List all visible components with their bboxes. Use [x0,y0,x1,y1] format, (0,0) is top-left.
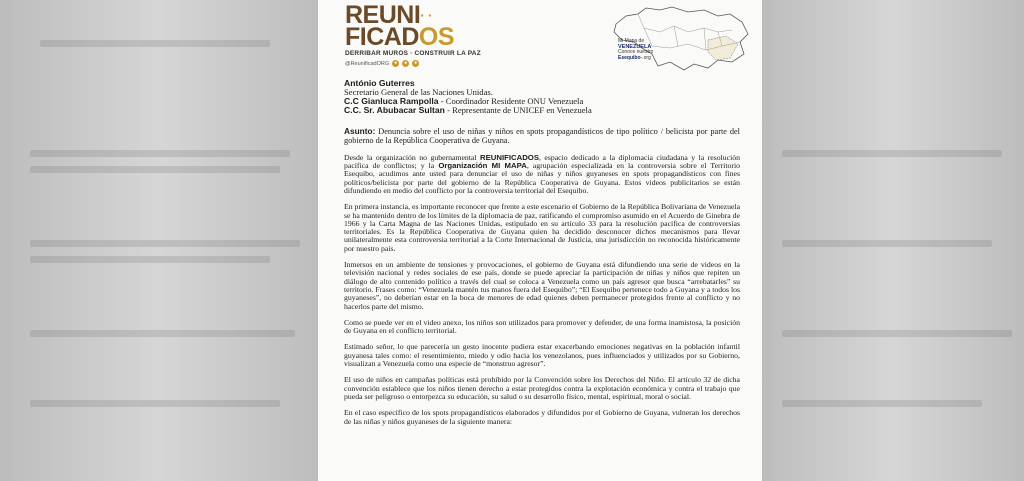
blurred-background-left [0,0,318,481]
recipient-title: Secretario General de las Naciones Unidas. [344,87,493,97]
cc-line-2: C.C. Sr. Abubacar Sultan - Representante de UNICEF en Venezuela [344,105,592,115]
logo-tagline: DERRIBAR MUROS · CONSTRUIR LA PAZ [345,50,481,57]
logo-line-2: FICADOS [345,23,455,51]
subject-line: Asunto: Denuncia sobre el uso de niñas y niños en spots propagandísticos de tipo político / belicista por parte del gobierno de la República Cooperativa de Guyana. [344,126,740,145]
facebook-icon: ● [414,60,418,66]
paragraph-3: Inmersos en un ambiente de tensiones y provocaciones, el gobierno de Guyana está difundiendo una serie de videos en la televisión nacional y redes sociales de ese país, donde se puede apreciar la participación de niñas y niños que repiten un diálogo de alto contenido político a través del cual se coloca a Venezuela como un país agresor que busca “arrebatarles” su territorio. Frases como: “Venezuela mantén tus manos fuera del Esequibo”; “El Esequibo pertenece todo a Guyana y a todos los guyaneses”, no deberían estar en la boca de menores de edad quienes deben permanecer protegidos frente al conflicto y no hacerlos parte del mismo. [344,260,740,311]
social-row [345,60,485,67]
blurred-background-right [762,0,1024,481]
social-handle: @ReunificadORG [345,60,390,67]
paragraph-5: Estimado señor, lo que parecería un gesto inocente pudiera estar exacerbando emociones negativas en la población infantil guyanesa tales como: el resentimiento, miedo y odio hacia los venezolanos, pues influenciados y utilizados por su Gobierno, visualizan a Venezuela como una especie de “monstruo agresor”. [344,342,740,369]
reunificados-logo [345,1,485,67]
paragraph-7: En el caso específico de los spots propagandísticos elaborados y difundidos por el Gobierno de Guyana, vulneran los derechos de las niñas y niños guyaneses de la siguiente manera: [344,408,740,426]
paragraph-1: Desde la organización no gubernamental REUNIFICADOS, espacio dedicado a la diplomacia ciudadana y la resolución pacífica de conflictos; y la Organización MI MAPA, agrupación especializada en la controversia sobre el Territorio Esequibo, acudimos ante usted para denunciar el uso de niñas y niños guyaneses en spots propagandísticos con fines políticos/belicista por parte del gobierno de la República Cooperativa de Guyana. Estos videos publicitarios se están difundiendo en medio del conflicto por la controversia territorial del Esequibo. [344,152,740,195]
cc-line-1: C.C Gianluca Rampolla - Coordinador Residente ONU Venezuela [344,96,584,106]
map-caption: Mi Mapa de VENEZUELA Conoce nuestro Esequibo-.org [618,38,654,61]
logo-line-1: REUNI· · [345,1,433,29]
instagram-icon: ● [394,60,398,66]
twitter-icon: ● [404,60,408,66]
paragraph-2: En primera instancia, es importante reconocer que frente a este escenario el Gobierno de la República Bolivariana de Venezuela se ha mantenido dentro de los límites de la diplomacia de paz, ratificando el compromiso asumido en el Acuerdo de Ginebra de 1966 y la Carta Magna de las Naciones Unidas, estipulado en su artículo 33 para la resolución pacífica de controversias territoriales. Es la República Cooperativa de Guyana quien ha decidido desconocer dichos mecanismos para llevar unilateralmente esta controversia territorial a la Corte Internacional de Justicia, una jurisdicción no reconocida históricamente por nuestro país. [344,202,741,253]
letter-body [344,79,740,426]
letter-page [318,0,762,481]
recipient-name: António Guterres [344,78,415,88]
paragraph-4: Como se puede ver en el video anexo, los niños son utilizados para promover y defender, de una forma inamistosa, la posición de Guyana en el conflicto territorial. [344,317,740,336]
paragraph-6: El uso de niños en campañas políticas está prohibido por la Convención sobre los Derechos del Niño. El artículo 32 de dicha convención establece que los niños tienen derecho a estar protegidos contra la explotación económica y contra el trabajo que pueda ser peligroso o entorpezca su educación, su salud o su desarrollo físico, mental, espiritual, moral o social. [344,375,740,401]
